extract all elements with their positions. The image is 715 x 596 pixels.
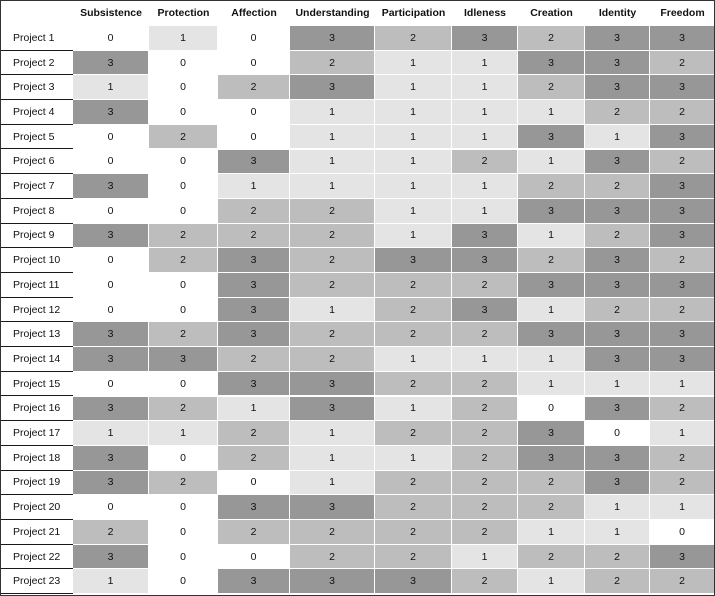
heatmap-cell: 0 — [149, 174, 218, 199]
heatmap-cell: 1 — [375, 75, 452, 100]
row-label: Project 19 — [0, 471, 73, 496]
heatmap-cell: 1 — [73, 75, 149, 100]
heatmap-cell: 2 — [375, 421, 452, 446]
heatmap-cell: 3 — [73, 322, 149, 347]
column-header: Freedom — [660, 7, 705, 19]
heatmap-cell: 0 — [218, 100, 290, 125]
heatmap-cell: 3 — [218, 150, 290, 175]
heatmap-cell: 2 — [290, 199, 375, 224]
heatmap-cell: 3 — [650, 273, 715, 298]
heatmap-cell: 1 — [650, 421, 715, 446]
heatmap-cell: 2 — [452, 471, 518, 496]
heatmap-cell: 2 — [218, 520, 290, 545]
heatmap-cell: 3 — [452, 224, 518, 249]
heatmap-cell: 0 — [218, 545, 290, 570]
heatmap-cell: 2 — [585, 174, 650, 199]
heatmap-cell: 3 — [650, 199, 715, 224]
heatmap-cell: 1 — [452, 51, 518, 76]
heatmap-cell: 0 — [218, 471, 290, 496]
heatmap-cell: 3 — [73, 397, 149, 422]
row-label: Project 7 — [0, 174, 73, 199]
heatmap-cell: 3 — [218, 248, 290, 273]
heatmap-cell: 2 — [650, 150, 715, 175]
heatmap-cell: 1 — [290, 125, 375, 150]
heatmap-cell: 0 — [73, 26, 149, 51]
row-label: Project 10 — [0, 248, 73, 273]
heatmap-cell: 1 — [73, 569, 149, 594]
heatmap-cell: 2 — [585, 545, 650, 570]
heatmap-cell: 3 — [650, 322, 715, 347]
heatmap-cell: 3 — [73, 446, 149, 471]
heatmap-cell: 2 — [585, 569, 650, 594]
heatmap-cell: 0 — [149, 273, 218, 298]
heatmap-cell: 2 — [452, 150, 518, 175]
row-label: Project 16 — [0, 397, 73, 422]
heatmap-cell: 1 — [585, 520, 650, 545]
heatmap-cell: 2 — [452, 446, 518, 471]
heatmap-cell: 1 — [452, 199, 518, 224]
row-label: Project 18 — [0, 446, 73, 471]
column-header: Protection — [157, 7, 210, 19]
heatmap-cell: 3 — [375, 569, 452, 594]
heatmap-cell: 2 — [290, 224, 375, 249]
heatmap-cell: 3 — [452, 26, 518, 51]
heatmap-cell: 2 — [650, 248, 715, 273]
heatmap-cell: 2 — [149, 248, 218, 273]
heatmap-cell: 2 — [518, 545, 585, 570]
heatmap-cell: 3 — [290, 397, 375, 422]
heatmap-cell: 1 — [518, 224, 585, 249]
column-header: Idleness — [463, 7, 507, 19]
heatmap-cell: 1 — [375, 51, 452, 76]
row-label: Project 22 — [0, 545, 73, 570]
heatmap-cell: 1 — [518, 372, 585, 397]
heatmap-cell: 0 — [73, 273, 149, 298]
heatmap-cell: 2 — [452, 520, 518, 545]
heatmap-cell: 1 — [375, 446, 452, 471]
heatmap-cell: 2 — [290, 520, 375, 545]
heatmap-cell: 3 — [218, 372, 290, 397]
heatmap-cell: 2 — [650, 471, 715, 496]
heatmap-cell: 2 — [650, 298, 715, 323]
heatmap-cell: 3 — [585, 471, 650, 496]
heatmap-cell: 3 — [585, 347, 650, 372]
heatmap-cell: 3 — [290, 495, 375, 520]
heatmap-cell: 1 — [290, 471, 375, 496]
heatmap-cell: 1 — [290, 174, 375, 199]
column-header: Creation — [530, 7, 573, 19]
column-header: Identity — [598, 7, 637, 19]
heatmap-cell: 2 — [149, 471, 218, 496]
heatmap-cell: 1 — [290, 100, 375, 125]
heatmap-cell: 3 — [650, 125, 715, 150]
row-label: Project 2 — [0, 51, 73, 76]
row-label: Project 6 — [0, 150, 73, 175]
column-header: Understanding — [295, 7, 370, 19]
heatmap-cell: 1 — [290, 298, 375, 323]
heatmap-cell: 0 — [73, 125, 149, 150]
heatmap-cell: 2 — [149, 397, 218, 422]
heatmap-cell: 1 — [452, 347, 518, 372]
heatmap-cell: 2 — [375, 520, 452, 545]
heatmap-cell: 2 — [650, 446, 715, 471]
column-header: Subsistence — [80, 7, 142, 19]
heatmap-cell: 2 — [290, 248, 375, 273]
heatmap-cell: 2 — [290, 322, 375, 347]
row-label: Project 15 — [0, 372, 73, 397]
row-label: Project 5 — [0, 125, 73, 150]
column-header: Affection — [231, 7, 277, 19]
heatmap-cell: 3 — [650, 174, 715, 199]
heatmap-cell: 1 — [585, 125, 650, 150]
heatmap-cell: 2 — [452, 322, 518, 347]
heatmap-cell: 3 — [650, 545, 715, 570]
heatmap-cell: 3 — [585, 51, 650, 76]
heatmap-cell: 2 — [73, 520, 149, 545]
heatmap-cell: 1 — [375, 199, 452, 224]
heatmap-cell: 1 — [650, 372, 715, 397]
heatmap-cell: 2 — [650, 51, 715, 76]
heatmap-cell: 2 — [452, 569, 518, 594]
heatmap-cell: 3 — [73, 545, 149, 570]
heatmap-cell: 1 — [452, 75, 518, 100]
heatmap-cell: 2 — [585, 298, 650, 323]
heatmap-cell: 2 — [585, 100, 650, 125]
heatmap-cell: 3 — [518, 322, 585, 347]
heatmap-cell: 1 — [375, 100, 452, 125]
heatmap-cell: 2 — [218, 199, 290, 224]
row-label: Project 14 — [0, 347, 73, 372]
heatmap-cell: 2 — [452, 421, 518, 446]
heatmap-cell: 3 — [585, 75, 650, 100]
heatmap-cell: 1 — [585, 372, 650, 397]
heatmap-cell: 2 — [518, 174, 585, 199]
heatmap-cell: 1 — [149, 421, 218, 446]
heatmap-cell: 0 — [149, 100, 218, 125]
heatmap-cell: 1 — [290, 150, 375, 175]
heatmap-cell: 1 — [452, 174, 518, 199]
heatmap-cell: 0 — [73, 372, 149, 397]
row-label: Project 8 — [0, 199, 73, 224]
heatmap-cell: 3 — [518, 125, 585, 150]
heatmap-cell: 0 — [73, 298, 149, 323]
column-header: Participation — [381, 7, 446, 19]
heatmap-cell: 2 — [375, 545, 452, 570]
heatmap-cell: 0 — [585, 421, 650, 446]
heatmap-cell: 0 — [218, 51, 290, 76]
heatmap-cell: 3 — [290, 75, 375, 100]
heatmap-cell: 1 — [518, 298, 585, 323]
heatmap-cell: 1 — [518, 569, 585, 594]
heatmap-cell: 3 — [452, 298, 518, 323]
row-label: Project 21 — [0, 520, 73, 545]
heatmap-cell: 3 — [585, 26, 650, 51]
heatmap-cell: 2 — [149, 224, 218, 249]
heatmap-cell: 1 — [518, 150, 585, 175]
heatmap-cell: 2 — [650, 569, 715, 594]
heatmap-cell: 3 — [650, 224, 715, 249]
row-label: Project 9 — [0, 224, 73, 249]
heatmap-cell: 1 — [650, 495, 715, 520]
heatmap-cell: 3 — [375, 248, 452, 273]
heatmap-cell: 2 — [290, 51, 375, 76]
heatmap-cell: 2 — [149, 322, 218, 347]
heatmap-cell: 3 — [650, 75, 715, 100]
heatmap-cell: 3 — [650, 347, 715, 372]
heatmap-cell: 3 — [585, 150, 650, 175]
heatmap-cell: 2 — [149, 125, 218, 150]
heatmap-cell: 2 — [518, 471, 585, 496]
heatmap-cell: 2 — [218, 75, 290, 100]
heatmap-cell: 0 — [149, 545, 218, 570]
heatmap-cell: 0 — [73, 150, 149, 175]
heatmap-cell: 3 — [452, 248, 518, 273]
row-label: Project 1 — [0, 26, 73, 51]
heatmap-cell: 2 — [218, 421, 290, 446]
heatmap-cell: 2 — [375, 298, 452, 323]
heatmap-cell: 2 — [375, 372, 452, 397]
heatmap-cell: 1 — [290, 446, 375, 471]
heatmap-cell: 0 — [149, 150, 218, 175]
heatmap-cell: 2 — [518, 495, 585, 520]
heatmap-cell: 3 — [73, 174, 149, 199]
heatmap-cell: 2 — [375, 322, 452, 347]
heatmap-cell: 2 — [375, 26, 452, 51]
heatmap-cell: 3 — [290, 569, 375, 594]
heatmap-cell: 2 — [650, 397, 715, 422]
heatmap-cell: 2 — [518, 26, 585, 51]
heatmap-cell: 1 — [375, 174, 452, 199]
heatmap-cell: 2 — [518, 248, 585, 273]
heatmap-cell: 3 — [218, 298, 290, 323]
heatmap-cell: 0 — [149, 298, 218, 323]
heatmap-cell: 1 — [452, 545, 518, 570]
heatmap-cell: 0 — [650, 520, 715, 545]
row-label: Project 20 — [0, 495, 73, 520]
heatmap-cell: 2 — [218, 446, 290, 471]
heatmap-cell: 2 — [375, 273, 452, 298]
heatmap-cell: 3 — [290, 372, 375, 397]
heatmap-cell: 3 — [218, 569, 290, 594]
heatmap-cell: 2 — [218, 347, 290, 372]
heatmap-cell: 3 — [73, 471, 149, 496]
heatmap-cell: 0 — [73, 495, 149, 520]
heatmap-cell: 1 — [218, 174, 290, 199]
heatmap-cell: 1 — [73, 421, 149, 446]
heatmap-cell: 1 — [518, 347, 585, 372]
heatmap-cell: 1 — [375, 125, 452, 150]
heatmap-cell: 3 — [149, 347, 218, 372]
heatmap-cell: 1 — [375, 150, 452, 175]
heatmap-cell: 2 — [218, 224, 290, 249]
heatmap-cell: 3 — [518, 51, 585, 76]
row-label: Project 17 — [0, 421, 73, 446]
heatmap-cell: 2 — [452, 495, 518, 520]
heatmap-cell: 3 — [218, 273, 290, 298]
heatmap-cell: 2 — [452, 372, 518, 397]
heatmap-cell: 2 — [375, 495, 452, 520]
heatmap-cell: 3 — [650, 26, 715, 51]
heatmap-cell: 3 — [518, 421, 585, 446]
heatmap-cell: 2 — [585, 224, 650, 249]
heatmap-cell: 3 — [518, 199, 585, 224]
heatmap-cell: 2 — [375, 471, 452, 496]
heatmap-cell: 0 — [149, 520, 218, 545]
heatmap-cell: 1 — [375, 347, 452, 372]
heatmap-cell: 3 — [218, 322, 290, 347]
heatmap-cell: 3 — [73, 347, 149, 372]
heatmap-cell: 2 — [452, 273, 518, 298]
heatmap-cell: 2 — [290, 347, 375, 372]
heatmap-cell: 0 — [149, 569, 218, 594]
heatmap-cell: 3 — [518, 446, 585, 471]
heatmap-cell: 0 — [149, 495, 218, 520]
heatmap-cell: 0 — [149, 446, 218, 471]
heatmap-cell: 0 — [518, 397, 585, 422]
heatmap-cell: 1 — [375, 397, 452, 422]
heatmap-cell: 3 — [585, 248, 650, 273]
heatmap-cell: 3 — [585, 322, 650, 347]
heatmap-cell: 3 — [518, 273, 585, 298]
heatmap-cell: 1 — [452, 100, 518, 125]
row-label: Project 23 — [0, 569, 73, 594]
heatmap-cell: 3 — [218, 495, 290, 520]
heatmap-cell: 2 — [452, 397, 518, 422]
heatmap-cell: 1 — [452, 125, 518, 150]
heatmap-cell: 2 — [518, 75, 585, 100]
row-label: Project 11 — [0, 273, 73, 298]
heatmap-cell: 0 — [149, 199, 218, 224]
heatmap-cell: 2 — [650, 100, 715, 125]
heatmap-cell: 0 — [73, 199, 149, 224]
heatmap-cell: 3 — [73, 224, 149, 249]
heatmap-cell: 3 — [585, 199, 650, 224]
heatmap-cell: 0 — [149, 372, 218, 397]
heatmap-cell: 0 — [149, 51, 218, 76]
heatmap-cell: 1 — [518, 520, 585, 545]
heatmap-cell: 0 — [73, 248, 149, 273]
heatmap-cell: 0 — [149, 75, 218, 100]
heatmap-cell: 3 — [585, 273, 650, 298]
heatmap-cell: 2 — [290, 545, 375, 570]
heatmap-cell: 3 — [290, 26, 375, 51]
heatmap-cell: 3 — [585, 446, 650, 471]
heatmap-cell: 1 — [375, 224, 452, 249]
heatmap-cell: 1 — [218, 397, 290, 422]
heatmap-cell: 1 — [518, 100, 585, 125]
heatmap-cell: 1 — [585, 495, 650, 520]
heatmap-cell: 3 — [73, 100, 149, 125]
row-label: Project 13 — [0, 322, 73, 347]
heatmap-cell: 1 — [290, 421, 375, 446]
heatmap-cell: 0 — [218, 26, 290, 51]
row-label: Project 4 — [0, 100, 73, 125]
heatmap-cell: 2 — [290, 273, 375, 298]
heatmap-cell: 3 — [73, 51, 149, 76]
heatmap-cell: 3 — [585, 397, 650, 422]
row-label: Project 3 — [0, 75, 73, 100]
row-label: Project 12 — [0, 298, 73, 323]
heatmap-cell: 1 — [149, 26, 218, 51]
heatmap-cell: 0 — [218, 125, 290, 150]
